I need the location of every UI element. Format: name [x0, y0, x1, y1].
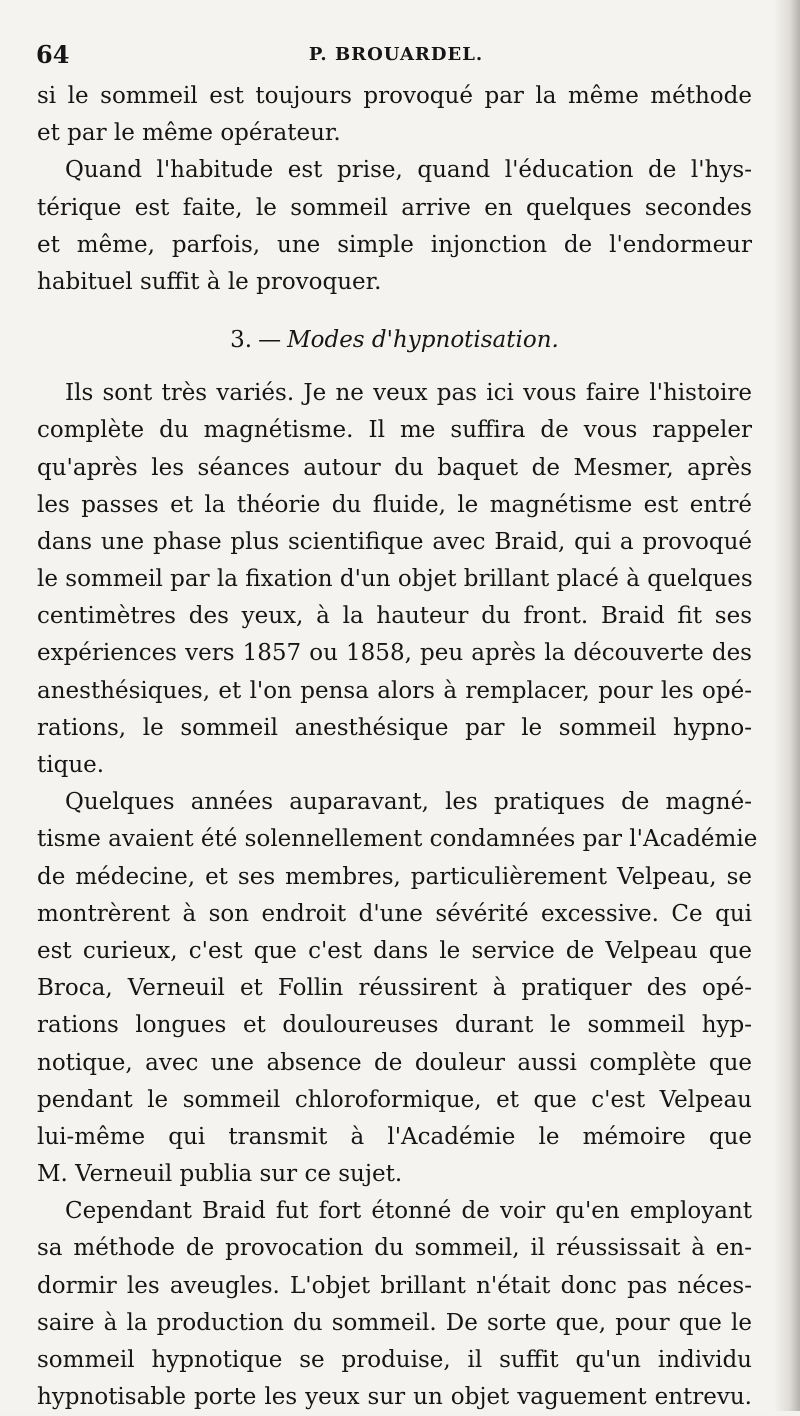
text-line: montrèrent à son endroit d'une sévérité excessive. Ce qui	[37, 900, 752, 927]
text-line: Broca, Verneuil et Follin réussirent à pratiquer des opé-	[37, 975, 752, 1002]
text-line: dans une phase plus scientifique avec Braid, qui a provoqué	[37, 528, 752, 555]
text-line: M. Verneuil publia sur ce sujet.	[37, 1161, 403, 1188]
section-heading	[37, 301, 752, 375]
text-line: les passes et la théorie du fluide, le magnétisme est entré	[37, 491, 752, 518]
page-header	[36, 40, 756, 72]
text-line: expériences vers 1857 ou 1858, peu après la découverte des	[37, 640, 752, 667]
text-line: Quand l'habitude est prise, quand l'éducation de l'hys-	[65, 157, 752, 184]
text-line: sommeil hypnotique se produise, il suffit qu'un individu	[37, 1347, 752, 1373]
text-line: de médecine, et ses membres, particulièrement Velpeau, se	[37, 863, 752, 890]
text-line: habituel suffit à le provoquer.	[37, 268, 382, 295]
text-line: centimètres des yeux, à la hauteur du front. Braid fit ses	[37, 603, 752, 630]
text-line: si le sommeil est toujours provoqué par la même méthode	[37, 83, 752, 109]
text-line: notique, avec une absence de douleur aussi complète que	[37, 1049, 752, 1076]
section-dash: —	[258, 327, 282, 354]
text-line: Ils sont très variés. Je ne veux pas ici vous faire l'histoire	[65, 380, 752, 407]
text-line: saire à la production du sommeil. De sorte que, pour que le	[37, 1309, 752, 1336]
text-line: complète du magnétisme. Il me suffira de vous rappeler	[37, 417, 752, 444]
text-line: anesthésiques, et l'on pensa alors à remplacer, pour les opé-	[37, 677, 752, 704]
text-line: est curieux, c'est que c'est dans le service de Velpeau que	[37, 937, 752, 964]
page-body	[37, 78, 758, 1416]
text-line: le sommeil par la fixation d'un objet brillant placé à quelques	[37, 566, 753, 593]
section-number: 3.	[230, 327, 253, 354]
section-title: Modes d'hypnotisation.	[287, 327, 559, 354]
text-line: hypnotisable porte les yeux sur un objet vaguement entrevu.	[37, 1384, 752, 1411]
text-line: lui-même qui transmit à l'Académie le mémoire que	[37, 1123, 752, 1150]
text-line: tisme avaient été solennellement condamnées par l'Académie	[37, 826, 758, 853]
text-line: pendant le sommeil chloroformique, et que c'est Velpeau	[37, 1086, 752, 1113]
text-line: sa méthode de provocation du sommeil, il réussissait à en-	[37, 1235, 752, 1262]
text-line: Cependant Braid fut fort étonné de voir qu'en employant	[65, 1198, 752, 1225]
text-line: dormir les aveugles. L'objet brillant n'était donc pas néces-	[37, 1272, 752, 1299]
page-number: 64	[36, 40, 70, 69]
text-line: et par le même opérateur.	[37, 120, 341, 147]
text-line: rations, le sommeil anesthésique par le sommeil hypno-	[37, 714, 752, 741]
text-line: et même, parfois, une simple injonction de l'endormeur	[37, 231, 752, 258]
text-line: térique est faite, le sommeil arrive en quelques secondes	[37, 194, 752, 221]
running-head: P. BROUARDEL.	[308, 44, 484, 65]
text-line: tique.	[37, 752, 105, 778]
text-line: qu'après les séances autour du baquet de Mesmer, après	[37, 454, 752, 481]
text-line: Quelques années auparavant, les pratiques de magné-	[65, 789, 752, 816]
text-line: rations longues et douloureuses durant le sommeil hyp-	[37, 1012, 752, 1039]
page-gutter-shadow	[774, 0, 800, 1411]
